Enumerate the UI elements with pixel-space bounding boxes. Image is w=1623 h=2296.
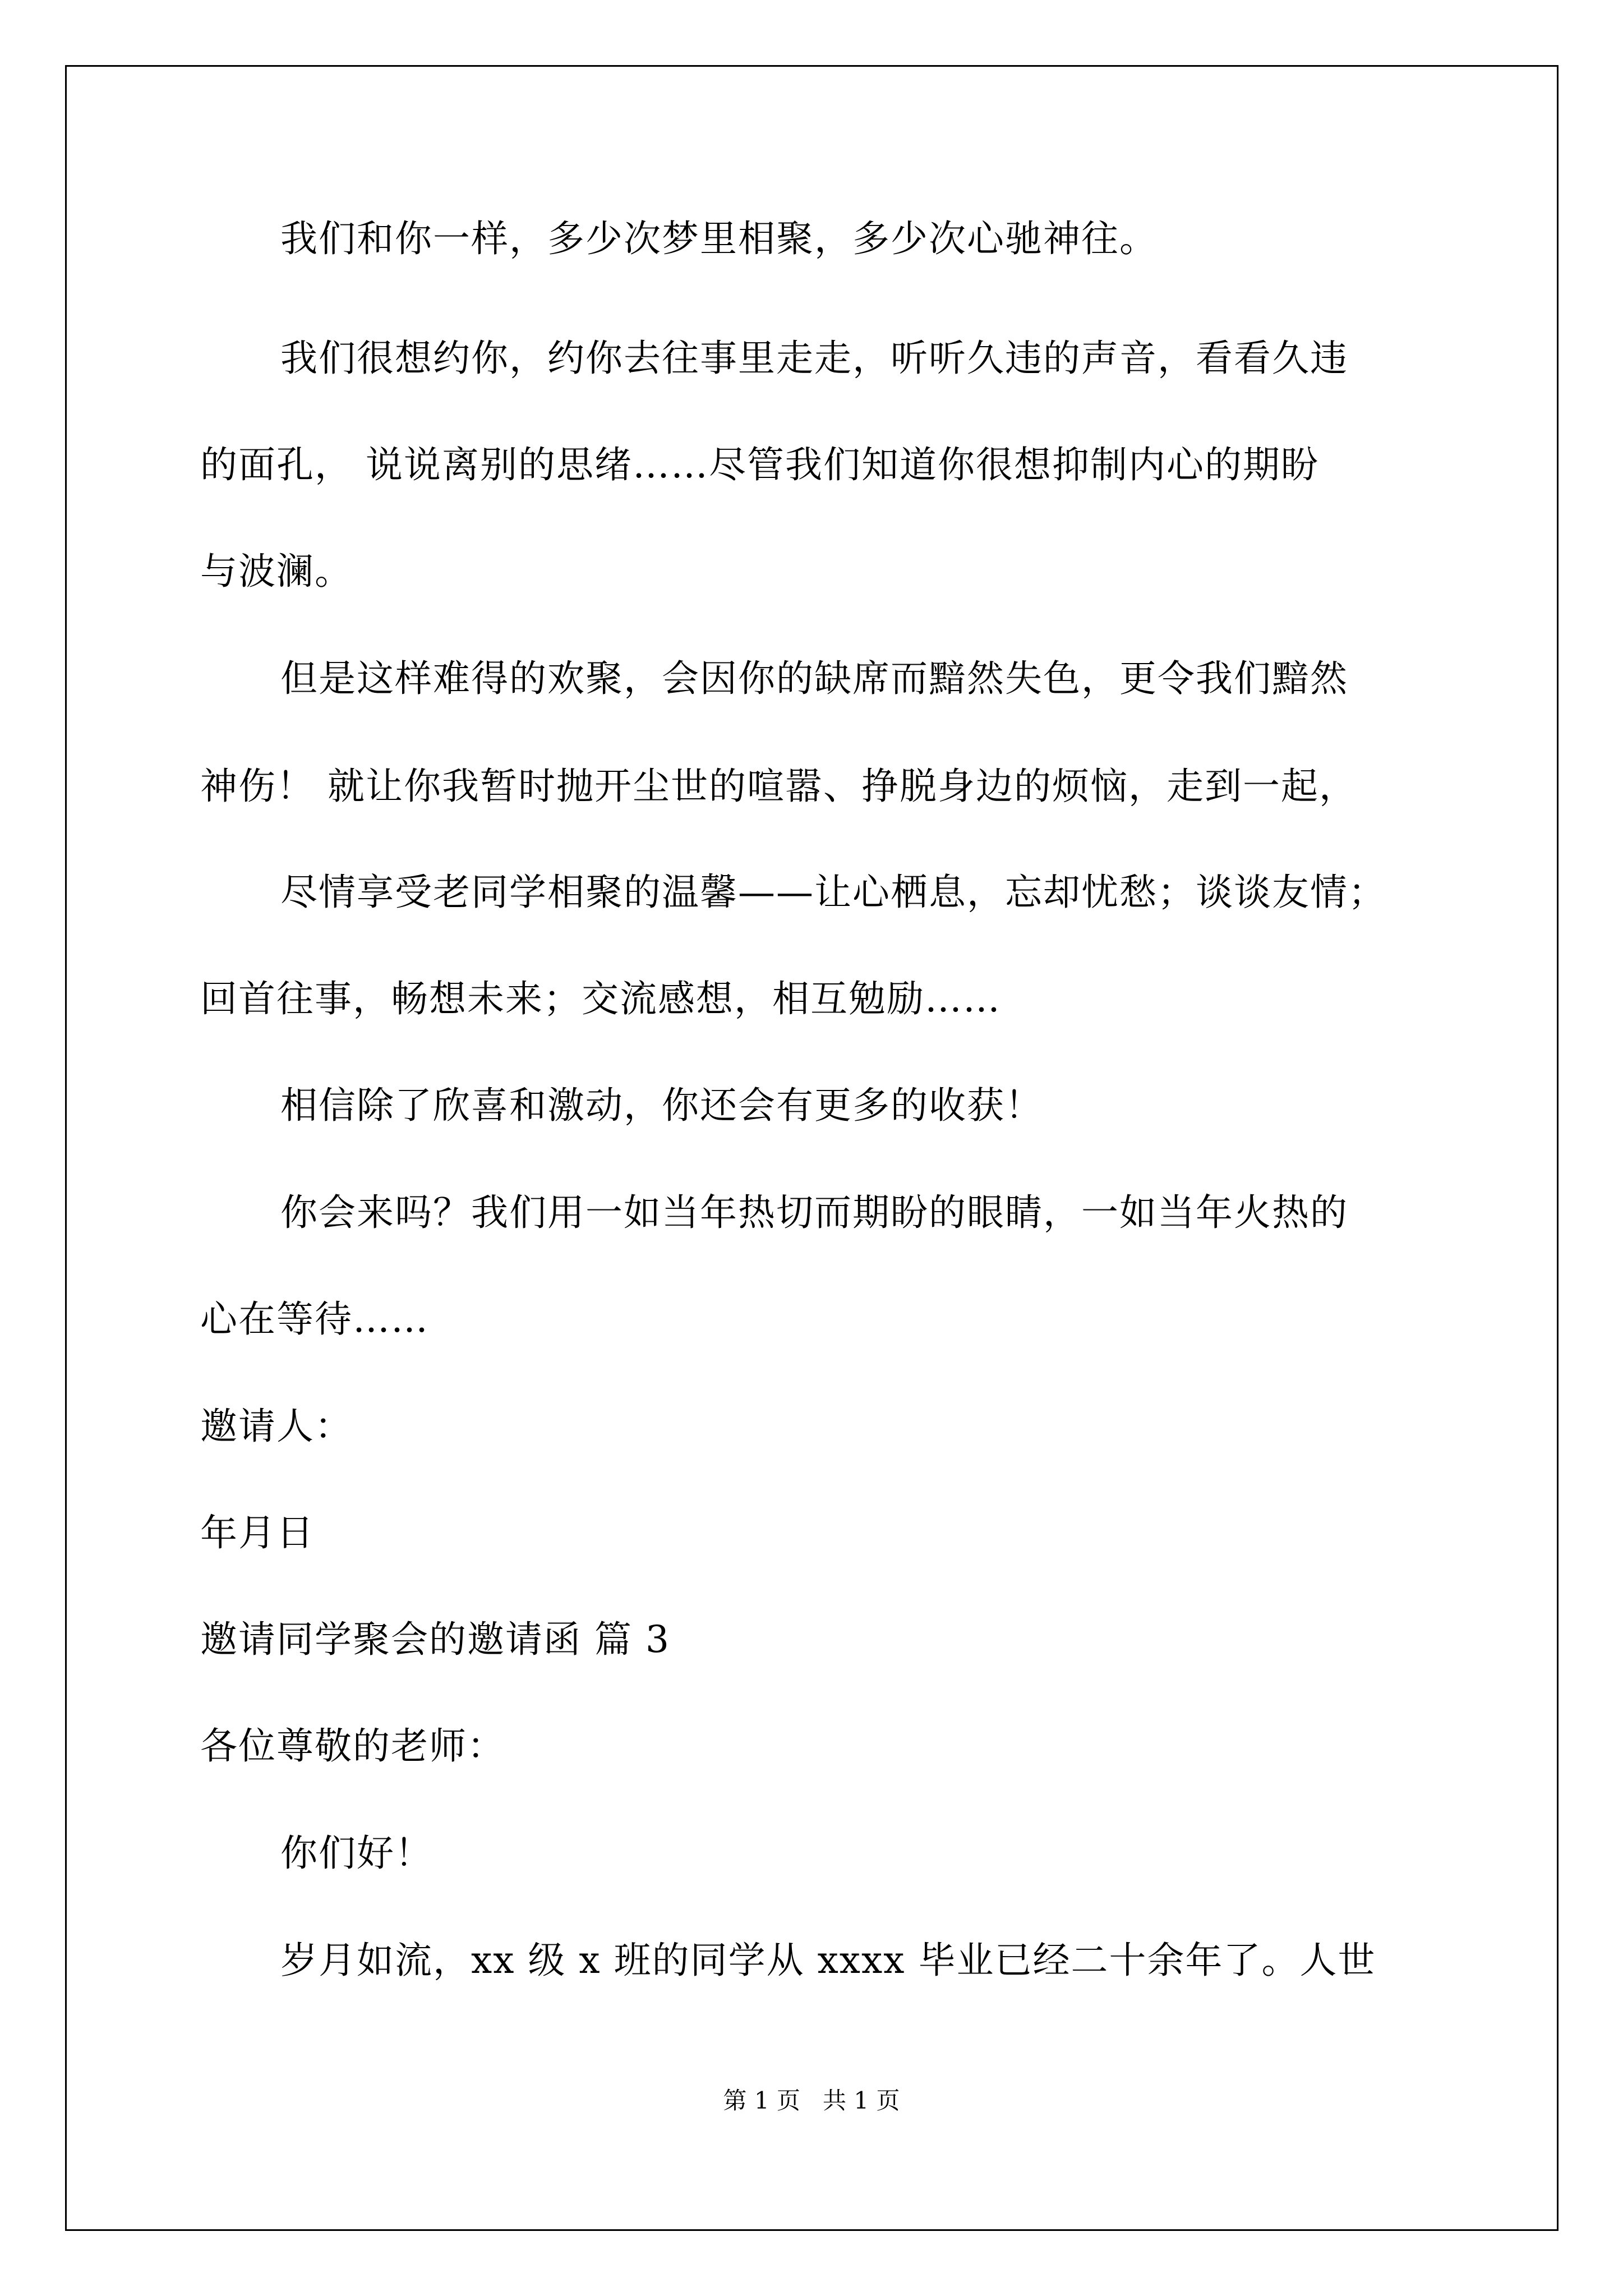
section-heading: 邀请同学聚会的邀请函 篇 3: [200, 1618, 670, 1661]
paragraph-line: 你会来吗？我们用一如当年热切而期盼的眼睛，一如当年火热的: [280, 1191, 1348, 1234]
greeting: 你们好！: [280, 1832, 433, 1875]
paragraph-line: 岁月如流，xx 级 x 班的同学从 xxxx 毕业已经二十余年了。人世: [280, 1939, 1376, 1982]
paragraph-line: 相信除了欣喜和激动，你还会有更多的收获！: [280, 1084, 1043, 1127]
date-line: 年月日: [200, 1511, 315, 1554]
inviter-label: 邀请人：: [200, 1405, 353, 1448]
paragraph-line: 心在等待……: [200, 1297, 429, 1341]
page-footer: 第 1 页 共 1 页: [723, 2087, 900, 2114]
paragraph-line: 我们和你一样，多少次梦里相聚，多少次心驰神往。: [280, 217, 1158, 260]
paragraph-line: 但是这样难得的欢聚，会因你的缺席而黯然失色，更令我们黯然: [280, 657, 1348, 700]
paragraph-line: 回首往事，畅想未来；交流感想，相互勉励……: [200, 977, 1001, 1020]
paragraph-line: 与波澜。: [200, 550, 353, 593]
page-border: [65, 65, 1559, 2231]
paragraph-line: 尽情享受老同学相聚的温馨——让心栖息，忘却忧愁；谈谈友情；: [280, 871, 1386, 914]
paragraph-line: 神伤！ 就让你我暂时抛开尘世的喧嚣、挣脱身边的烦恼，走到一起，: [200, 765, 1357, 808]
paragraph-line: 的面孔， 说说离别的思绪……尽管我们知道你很想抑制内心的期盼: [200, 443, 1319, 486]
paragraph-line: 我们很想约你，约你去往事里走走，听听久违的声音，看看久违: [280, 337, 1348, 380]
salutation: 各位尊敬的老师：: [200, 1724, 505, 1768]
